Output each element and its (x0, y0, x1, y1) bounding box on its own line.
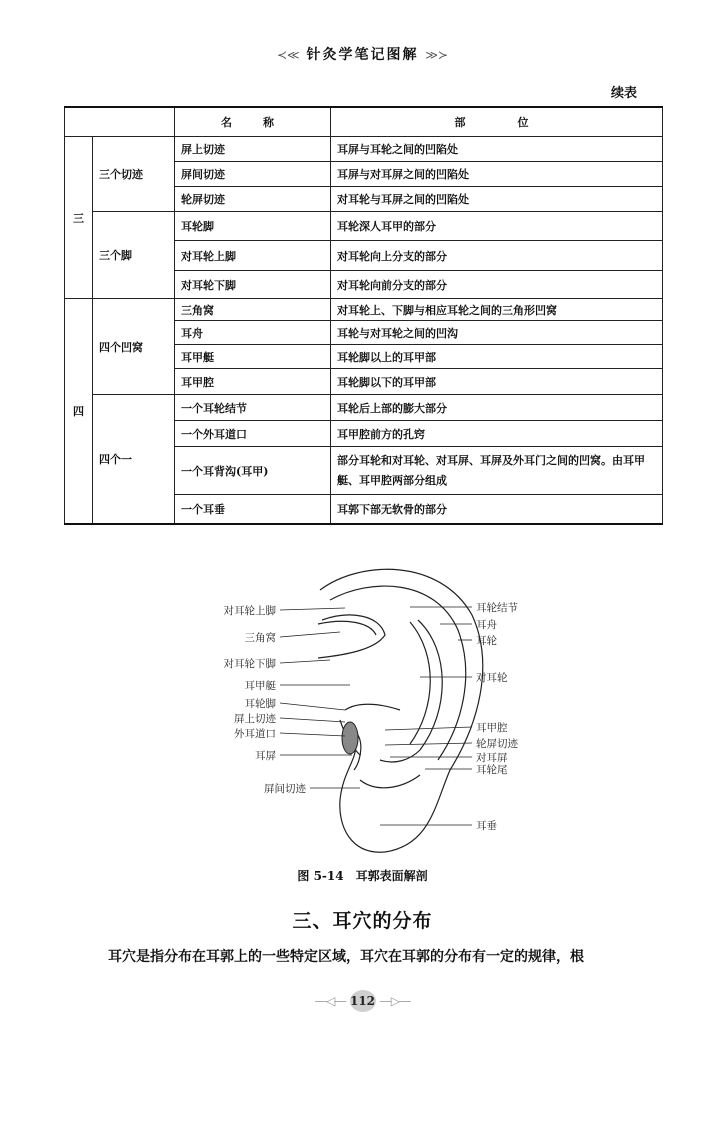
fig-label-right: 对耳轮 (476, 672, 508, 684)
fig-label-right: 耳垂 (476, 820, 497, 832)
table-row (65, 137, 663, 162)
fig-label-right: 对耳屏 (476, 752, 508, 764)
footer-ornament-left: ―◁― (315, 994, 346, 1008)
table-header-row (65, 107, 663, 137)
section-title: 三、耳穴的分布 (292, 910, 433, 932)
row-name: 耳甲腔 (175, 369, 331, 395)
fig-label-right: 耳轮结节 (476, 602, 518, 614)
row-location: 耳轮后上部的膨大部分 (331, 395, 663, 421)
ear-anatomy-figure (210, 560, 540, 860)
running-header (0, 44, 725, 64)
fig-label-left: 耳轮脚 (244, 698, 276, 710)
table-row (65, 212, 663, 241)
row-name: 三角窝 (175, 299, 331, 321)
row-name: 耳舟 (175, 321, 331, 345)
row-location: 耳郭下部无软骨的部分 (331, 495, 663, 524)
row-name: 屏上切迹 (175, 137, 331, 162)
row-name: 耳轮脚 (175, 212, 331, 241)
row-name: 耳甲艇 (175, 345, 331, 369)
row-location: 耳甲腔前方的孔窍 (331, 421, 663, 447)
row-location: 部分耳轮和对耳轮、对耳屏、耳屏及外耳门之间的凹窝。由耳甲艇、耳甲腔两部分组成 (331, 447, 663, 495)
header-blank-cell (65, 107, 175, 137)
row-name: 屏间切迹 (175, 162, 331, 187)
fig-label-left: 对耳轮下脚 (223, 658, 276, 670)
fig-label-right: 耳轮 (476, 635, 497, 647)
fig-label-right: 轮屏切迹 (476, 738, 518, 750)
row-name: 轮屏切迹 (175, 187, 331, 212)
header-ornament-left: ≺≪ (277, 48, 300, 62)
footer-ornament-right: ―▷― (379, 994, 410, 1008)
fig-label-left: 外耳道口 (234, 728, 276, 740)
group-label: 三个切迹 (93, 137, 175, 212)
ear-canal-opening-shape (342, 722, 358, 754)
row-location: 耳轮脚以上的耳甲部 (331, 345, 663, 369)
page-number-footer (0, 990, 725, 1012)
group-label: 三个脚 (93, 212, 175, 299)
row-location: 对耳轮上、下脚与相应耳轮之间的三角形凹窝 (331, 299, 663, 321)
row-name: 一个耳垂 (175, 495, 331, 524)
group-label: 四个凹窝 (93, 299, 175, 395)
body-paragraph: 耳穴是指分布在耳郭上的一些特定区域，耳穴在耳郭的分布有一定的规律，根 (108, 949, 584, 965)
fig-label-left: 耳甲艇 (244, 680, 276, 692)
row-location: 耳轮脚以下的耳甲部 (331, 369, 663, 395)
row-name: 对耳轮上脚 (175, 241, 331, 271)
row-location: 对耳轮向前分支的部分 (331, 271, 663, 299)
row-location: 对耳轮与耳屏之间的凹陷处 (331, 187, 663, 212)
row-location: 耳屏与耳轮之间的凹陷处 (331, 137, 663, 162)
leader-lines (280, 607, 472, 825)
header-ornament-right: ≫≻ (425, 48, 448, 62)
fig-label-right: 耳舟 (476, 619, 497, 631)
ear-outline (318, 569, 483, 852)
row-location: 耳轮与对耳轮之间的凹沟 (331, 321, 663, 345)
header-location: 部 位 (331, 107, 663, 137)
row-name: 对耳轮下脚 (175, 271, 331, 299)
figure-caption: 图 5-14 耳郭表面解剖 (297, 869, 428, 883)
ear-anatomy-table (64, 106, 663, 525)
fig-label-left: 屏间切迹 (264, 783, 306, 795)
fig-label-right: 耳甲腔 (476, 722, 508, 734)
category-cell: 三 (65, 137, 93, 299)
table-row (65, 299, 663, 321)
table-row (65, 395, 663, 421)
page-number: 112 (350, 990, 376, 1012)
group-label: 四个一 (93, 395, 175, 524)
row-name: 一个耳背沟(耳甲) (175, 447, 331, 495)
header-title: 针灸学笔记图解 (306, 47, 419, 63)
row-location: 耳屏与对耳屏之间的凹陷处 (331, 162, 663, 187)
continued-label: 续表 (610, 86, 637, 101)
fig-label-right: 耳轮尾 (476, 764, 508, 776)
fig-label-left: 屏上切迹 (234, 713, 276, 725)
row-location: 对耳轮向上分支的部分 (331, 241, 663, 271)
row-name: 一个耳轮结节 (175, 395, 331, 421)
category-cell: 四 (65, 299, 93, 524)
row-location: 耳轮深人耳甲的部分 (331, 212, 663, 241)
row-name: 一个外耳道口 (175, 421, 331, 447)
fig-label-left: 三角窝 (244, 632, 276, 644)
fig-label-left: 耳屏 (255, 750, 276, 762)
header-name: 名 称 (175, 107, 331, 137)
fig-label-left: 对耳轮上脚 (223, 605, 276, 617)
